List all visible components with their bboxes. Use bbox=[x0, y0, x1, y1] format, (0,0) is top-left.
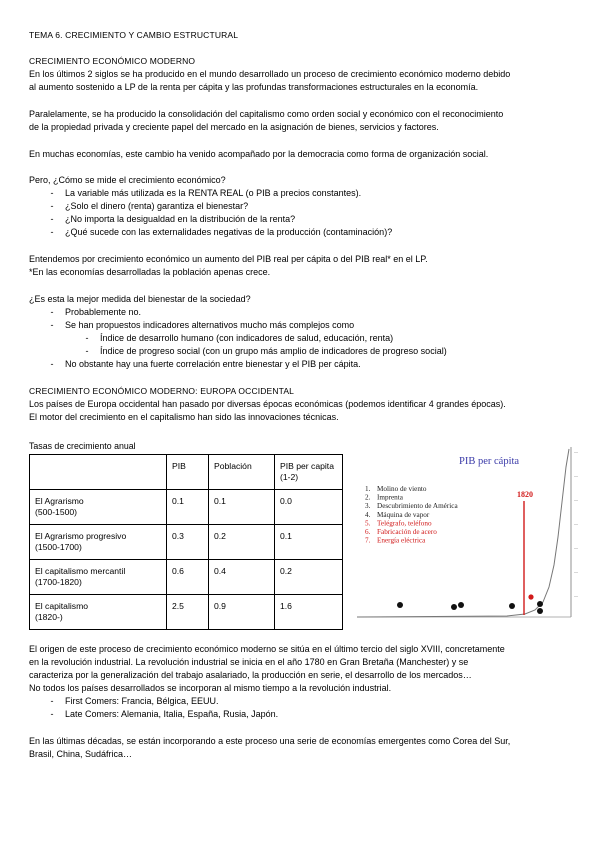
paragraph-line: El origen de este proceso de crecimiento económico moderno se sitúa en el último tercio del siglo XVIII, concretamente bbox=[29, 644, 505, 654]
y-tick-label: — bbox=[574, 545, 578, 550]
table-cell: 0.1 bbox=[167, 490, 209, 525]
table-row-label: El Agrarismo progresivo (1500-1700) bbox=[30, 525, 167, 560]
table-cell: 2.5 bbox=[167, 595, 209, 630]
document-title: TEMA 6. CRECIMIENTO Y CAMBIO ESTRUCTURAL bbox=[29, 30, 239, 40]
legend-entry: Molino de viento bbox=[377, 485, 427, 493]
legend-entry: Máquina de vapor bbox=[377, 510, 430, 519]
figure-legend bbox=[365, 485, 458, 545]
y-tick-label: — bbox=[574, 569, 578, 574]
table-header-cell: PIB per capita (1-2) bbox=[275, 455, 343, 490]
table-row bbox=[30, 595, 343, 630]
list-item: - Late Comers: Alemania, Italia, España, Rusia, Japón. bbox=[50, 709, 279, 719]
table-row-label: El capitalismo mercantil (1700-1820) bbox=[30, 560, 167, 595]
legend-number: 6. bbox=[365, 528, 371, 536]
legend-number: 5. bbox=[365, 519, 371, 528]
event-marker bbox=[397, 602, 403, 608]
table-header-row bbox=[30, 455, 343, 490]
table-cell: 0.4 bbox=[209, 560, 275, 595]
event-marker bbox=[537, 608, 543, 614]
y-tick-label: — bbox=[574, 521, 578, 526]
event-marker bbox=[458, 602, 464, 608]
table-header-cell: PIB bbox=[167, 455, 209, 490]
legend-entry: Descubrimiento de América bbox=[377, 502, 458, 511]
y-ticks bbox=[574, 449, 578, 598]
event-marker bbox=[537, 601, 543, 607]
growth-rates-table bbox=[29, 454, 343, 630]
list-item: - Se han propuestos indicadores alternativos mucho más complejos como bbox=[50, 320, 355, 330]
paragraph-line: En los últimos 2 siglos se ha producido en el mundo desarrollado un proceso de crecimiento económico moderno debido bbox=[29, 69, 511, 79]
table-header-cell bbox=[30, 455, 167, 490]
table-cell: 0.2 bbox=[209, 525, 275, 560]
paragraph-line: Brasil, China, Sudáfrica… bbox=[29, 749, 133, 759]
question-line: ¿Es esta la mejor medida del bienestar de la sociedad? bbox=[29, 294, 251, 304]
y-tick-label: — bbox=[574, 449, 578, 454]
table-row bbox=[30, 490, 343, 525]
table-cell: 0.0 bbox=[275, 490, 343, 525]
question-line: Pero, ¿Cómo se mide el crecimiento económico? bbox=[29, 175, 226, 185]
list-item: - No obstante hay una fuerte correlación entre bienestar y el PIB per cápita. bbox=[50, 359, 361, 369]
paragraph-line: al aumento sostenido a LP de la renta per cápita y las profundas transformaciones estructurales en la economía. bbox=[29, 82, 479, 92]
paragraph-line: caracteriza por la generalización del trabajo asalariado, la producción en serie, el desarrollo de los mercados… bbox=[29, 670, 472, 680]
pib-per-capita-figure bbox=[357, 447, 582, 619]
paragraph-line: Los países de Europa occidental han pasado por diversas épocas económicas (podemos identificar 4 grandes épocas). bbox=[29, 399, 506, 409]
paragraph-line: en la revolución industrial. La revolución industrial se inicia en el año 1780 en Gran Bretaña (Manchester) y se bbox=[29, 657, 469, 667]
table-cell: 0.3 bbox=[167, 525, 209, 560]
table-cell: 0.6 bbox=[167, 560, 209, 595]
section-heading-europa: CRECIMIENTO ECONÓMICO MODERNO: EUROPA OCCIDENTAL bbox=[29, 386, 295, 396]
legend-entry: Imprenta bbox=[377, 493, 403, 502]
legend-number: 1. bbox=[365, 485, 371, 493]
list-item: - First Comers: Francia, Bélgica, EEUU. bbox=[50, 696, 219, 706]
sub-list-item: - Índice de desarrollo humano (con indicadores de salud, educación, renta) bbox=[85, 333, 394, 343]
event-markers bbox=[397, 594, 543, 614]
list-item: - Probablemente no. bbox=[50, 307, 142, 317]
section-heading-crecimiento: CRECIMIENTO ECONÓMICO MODERNO bbox=[29, 56, 196, 66]
y-tick-label: — bbox=[574, 473, 578, 478]
table-header-cell: Población bbox=[209, 455, 275, 490]
paragraph-line: No todos los países desarrollados se incorporan al mismo tiempo a la revolución industrial. bbox=[29, 683, 392, 693]
legend-number: 4. bbox=[365, 510, 371, 519]
event-marker bbox=[451, 604, 457, 610]
list-item: - ¿No importa la desigualdad en la distribución de la renta? bbox=[50, 214, 296, 224]
paragraph-line: En las últimas décadas, se están incorporando a este proceso una serie de economías emergentes como Corea del Sur, bbox=[29, 736, 511, 746]
list-item: - ¿Qué sucede con las externalidades negativas de la producción (contaminación)? bbox=[50, 227, 393, 237]
table-row bbox=[30, 525, 343, 560]
table-row-label: El Agrarismo (500-1500) bbox=[30, 490, 167, 525]
table-cell: 0.1 bbox=[275, 525, 343, 560]
event-marker bbox=[509, 603, 515, 609]
legend-number: 3. bbox=[365, 502, 371, 511]
legend-entry: Telégrafo, teléfono bbox=[377, 519, 432, 528]
y-tick-label: — bbox=[574, 497, 578, 502]
legend-entry: Energía eléctrica bbox=[377, 536, 426, 545]
y-tick-label: — bbox=[574, 593, 578, 598]
footnote-line: *En las economías desarrolladas la población apenas crece. bbox=[29, 267, 271, 277]
paragraph-line: Paralelamente, se ha producido la consolidación del capitalismo como orden social y económico con el reconocimiento bbox=[29, 109, 504, 119]
paragraph-line: El motor del crecimiento en el capitalismo han sido las innovaciones técnicas. bbox=[29, 412, 339, 422]
paragraph-line: En muchas economías, este cambio ha venido acompañado por la democracia como forma de organización social. bbox=[29, 149, 489, 159]
legend-number: 7. bbox=[365, 536, 371, 545]
table-row bbox=[30, 560, 343, 595]
sub-list-item: - Índice de progreso social (con un grupo más amplio de indicadores de progreso social) bbox=[85, 346, 447, 356]
event-marker bbox=[528, 594, 533, 599]
paragraph-line: Entendemos por crecimiento económico un aumento del PIB real per cápita o del PIB real* en el LP. bbox=[29, 254, 428, 264]
paragraph-line: de la propiedad privada y creciente papel del mercado en la asignación de bienes, servicios y factores. bbox=[29, 122, 439, 132]
table-cell: 0.9 bbox=[209, 595, 275, 630]
list-item: - ¿Solo el dinero (renta) garantiza el bienestar? bbox=[50, 201, 249, 211]
figure-title: PIB per cápita bbox=[459, 456, 520, 467]
year-1820-label: 1820 bbox=[517, 490, 533, 499]
legend-entry: Fabricación de acero bbox=[377, 528, 437, 536]
table-cell: 0.2 bbox=[275, 560, 343, 595]
table-cell: 1.6 bbox=[275, 595, 343, 630]
table-caption: Tasas de crecimiento anual bbox=[29, 441, 136, 451]
table-row-label: El capitalismo (1820-) bbox=[30, 595, 167, 630]
table-cell: 0.1 bbox=[209, 490, 275, 525]
legend-number: 2. bbox=[365, 493, 371, 502]
list-item: - La variable más utilizada es la RENTA REAL (o PIB a precios constantes). bbox=[50, 188, 362, 198]
